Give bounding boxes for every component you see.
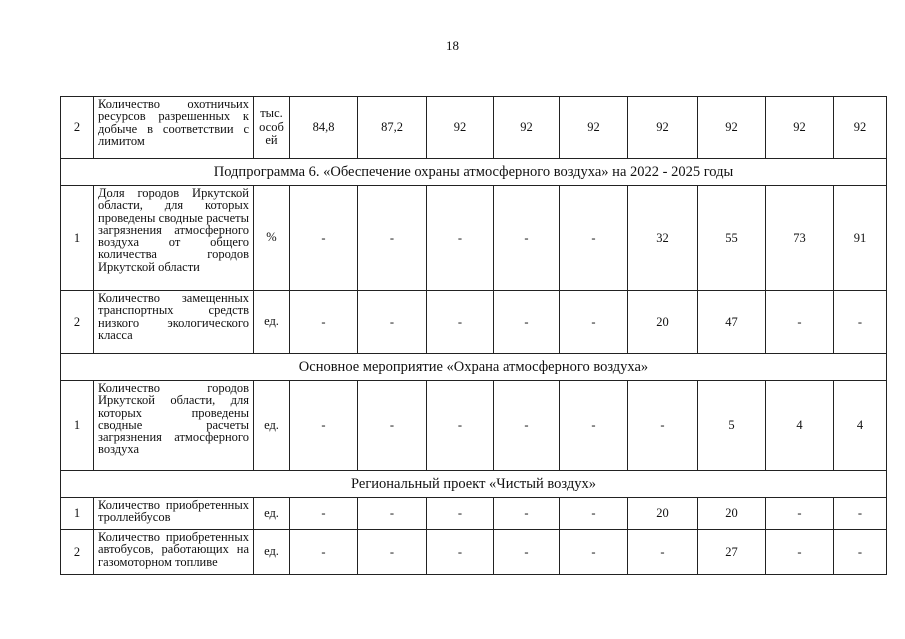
value-cell: - xyxy=(427,291,494,354)
value-cell: 92 xyxy=(494,97,560,159)
value-cell: 92 xyxy=(427,97,494,159)
table-body xyxy=(61,97,887,575)
indicators-table xyxy=(60,96,887,575)
value-cell: - xyxy=(494,291,560,354)
value-cell: - xyxy=(560,381,628,471)
value-cell: 91 xyxy=(834,186,887,291)
row-number: 2 xyxy=(61,291,94,354)
indicator-name: Количество приобретенных троллейбусов xyxy=(94,498,254,530)
value-cell: 20 xyxy=(628,498,698,530)
value-cell: 87,2 xyxy=(358,97,427,159)
value-cell: - xyxy=(494,530,560,575)
value-cell: - xyxy=(560,530,628,575)
value-cell: - xyxy=(766,530,834,575)
value-cell: 20 xyxy=(628,291,698,354)
unit-cell: ед. xyxy=(254,530,290,575)
value-cell: - xyxy=(427,498,494,530)
section-header-row xyxy=(61,354,887,381)
value-cell: - xyxy=(358,291,427,354)
value-cell: - xyxy=(290,381,358,471)
row-number: 2 xyxy=(61,530,94,575)
indicator-name: Доля городов Иркутской области, для которых проведены сводные расчеты загрязнения атмосферного воздуха от общего количества городов Иркутской области xyxy=(94,186,254,291)
indicator-name: Количество приобретенных автобусов, работающих на газомоторном топливе xyxy=(94,530,254,575)
value-cell: - xyxy=(494,186,560,291)
section-header-row xyxy=(61,159,887,186)
table-row xyxy=(61,381,887,471)
value-cell: - xyxy=(628,381,698,471)
value-cell: 84,8 xyxy=(290,97,358,159)
value-cell: - xyxy=(290,291,358,354)
value-cell: - xyxy=(834,530,887,575)
value-cell: - xyxy=(290,530,358,575)
value-cell: 4 xyxy=(766,381,834,471)
value-cell: 32 xyxy=(628,186,698,291)
indicator-name: Количество замещенных транспортных средств низкого экологического класса xyxy=(94,291,254,354)
section-title: Региональный проект «Чистый воздух» xyxy=(61,471,887,498)
value-cell: - xyxy=(358,498,427,530)
unit-cell: ед. xyxy=(254,381,290,471)
section-title: Основное мероприятие «Охрана атмосферного воздуха» xyxy=(61,354,887,381)
table-row xyxy=(61,530,887,575)
value-cell: 73 xyxy=(766,186,834,291)
row-number: 1 xyxy=(61,498,94,530)
value-cell: - xyxy=(560,498,628,530)
value-cell: - xyxy=(766,291,834,354)
value-cell: 92 xyxy=(628,97,698,159)
value-cell: 92 xyxy=(834,97,887,159)
value-cell: 5 xyxy=(698,381,766,471)
value-cell: 27 xyxy=(698,530,766,575)
indicator-name: Количество городов Иркутской области, для которых проведены сводные расчеты загрязнения атмосферного воздуха xyxy=(94,381,254,471)
unit-cell: ед. xyxy=(254,498,290,530)
row-number: 1 xyxy=(61,186,94,291)
unit-cell: тыс. особ ей xyxy=(254,97,290,159)
value-cell: 55 xyxy=(698,186,766,291)
table-row xyxy=(61,291,887,354)
value-cell: 20 xyxy=(698,498,766,530)
value-cell: - xyxy=(358,381,427,471)
value-cell: 92 xyxy=(766,97,834,159)
value-cell: - xyxy=(358,530,427,575)
page-number: 18 xyxy=(446,38,459,53)
section-header-row xyxy=(61,471,887,498)
value-cell: - xyxy=(834,291,887,354)
value-cell: 47 xyxy=(698,291,766,354)
row-number: 1 xyxy=(61,381,94,471)
value-cell: 4 xyxy=(834,381,887,471)
value-cell: - xyxy=(427,530,494,575)
value-cell: - xyxy=(494,381,560,471)
table-row xyxy=(61,498,887,530)
unit-cell: % xyxy=(254,186,290,291)
value-cell: 92 xyxy=(698,97,766,159)
value-cell: - xyxy=(358,186,427,291)
value-cell: - xyxy=(427,186,494,291)
table-row xyxy=(61,186,887,291)
value-cell: - xyxy=(427,381,494,471)
value-cell: - xyxy=(290,498,358,530)
value-cell: 92 xyxy=(560,97,628,159)
value-cell: - xyxy=(560,186,628,291)
indicator-name: Количество охотничьих ресурсов разрешенных к добыче в соответствии с лимитом xyxy=(94,97,254,159)
section-title: Подпрограмма 6. «Обеспечение охраны атмосферного воздуха» на 2022 - 2025 годы xyxy=(61,159,887,186)
value-cell: - xyxy=(628,530,698,575)
value-cell: - xyxy=(290,186,358,291)
row-number: 2 xyxy=(61,97,94,159)
unit-cell: ед. xyxy=(254,291,290,354)
table-row xyxy=(61,97,887,159)
value-cell: - xyxy=(766,498,834,530)
value-cell: - xyxy=(494,498,560,530)
value-cell: - xyxy=(560,291,628,354)
value-cell: - xyxy=(834,498,887,530)
